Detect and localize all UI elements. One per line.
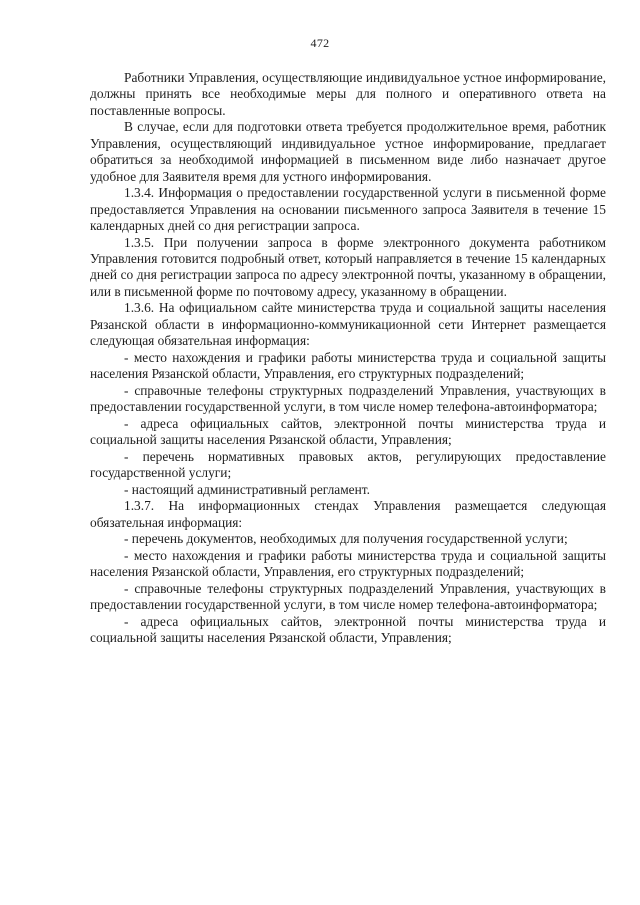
list-item: - адреса официальных сайтов, электронной почты министерства труда и социальной защиты населения Рязанской области, Управления; — [90, 415, 606, 448]
paragraph: 1.3.4. Информация о предоставлении государственной услуги в письменной форме предоставляется Управления на основании письменного запроса Заявителя в течение 15 календарных дней со дня регистрации запроса. — [90, 185, 606, 234]
paragraph: 1.3.6. На официальном сайте министерства труда и социальной защиты населения Рязанской области в информационно-коммуникационной сети Интернет размещается следующая обязательная информация: — [90, 300, 606, 349]
document-body — [90, 70, 606, 647]
list-item: - настоящий административный регламент. — [124, 481, 370, 497]
paragraph: 1.3.5. При получении запроса в форме электронного документа работником Управления готовится подробный ответ, который направляется в течение 15 календарных дней со дня регистрации запроса по адресу электронной почты, указанному в обращении, или в письменной форме по почтовому адресу, указанному в обращении. — [90, 234, 606, 299]
list-item: - адреса официальных сайтов, электронной почты министерства труда и социальной защиты населения Рязанской области, Управления; — [90, 614, 606, 646]
paragraph: Работники Управления, осуществляющие индивидуальное устное информирование, должны принять все необходимые меры для полного и оперативного ответа на поставленные вопросы. — [90, 70, 606, 118]
page-number: 472 — [310, 36, 330, 50]
list-item: - справочные телефоны структурных подразделений Управления, участвующих в предоставлении государственной услуги, в том числе номер телефона-автоинформатора; — [90, 581, 606, 613]
list-item: - место нахождения и графики работы министерства труда и социальной защиты населения Рязанской области, Управления, его структурных подразделений; — [90, 349, 606, 382]
list-item: - перечень нормативных правовых актов, регулирующих предоставление государственной услуги; — [90, 448, 606, 481]
list-item: - перечень документов, необходимых для получения государственной услуги; — [124, 531, 568, 547]
paragraph: 1.3.7. На информационных стендах Управления размещается следующая обязательная информация: — [90, 498, 606, 530]
paragraph: В случае, если для подготовки ответа требуется продолжительное время, работник Управления, осуществляющий индивидуальное устное информирование, предлагает обратиться за необходимой информацией в письменном виде либо назначает другое удобное для Заявителя время для устного информирования. — [90, 119, 606, 184]
list-item: - место нахождения и графики работы министерства труда и социальной защиты населения Рязанской области, Управления, его структурных подразделений; — [90, 548, 606, 580]
list-item: - справочные телефоны структурных подразделений Управления, участвующих в предоставлении государственной услуги, в том числе номер телефона-автоинформатора; — [90, 382, 606, 415]
